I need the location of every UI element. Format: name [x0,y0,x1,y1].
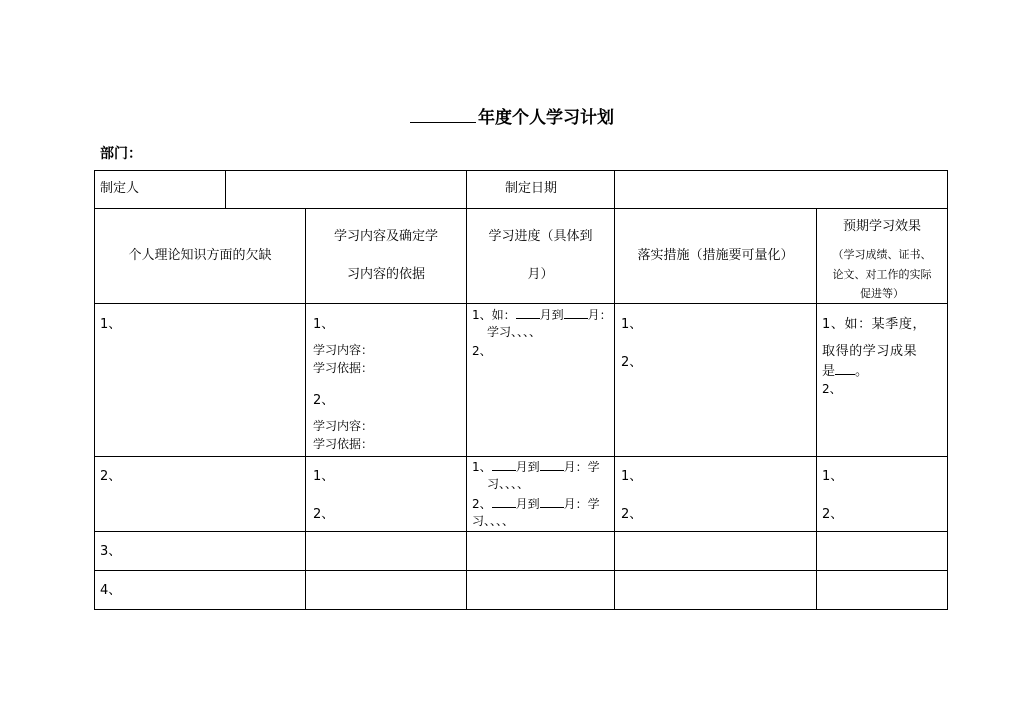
gap-item: 3、 [100,544,122,559]
progress-item: 1、 月到 月：学 [472,460,600,474]
content-item: 2、 [313,393,335,408]
content-item: 2、 [313,507,335,522]
row-divider [94,303,948,304]
col-divider [225,170,226,208]
header-progress-line1: 学习进度（具体到 [488,229,593,244]
content-detail: 学习内容： [313,343,374,357]
col-divider [614,170,615,610]
header-knowledge-gap: 个人理论知识方面的欠缺 [128,248,272,263]
header-measures: 落实措施（措施要可量化） [637,248,794,263]
header-effect-note: 论文、对工作的实际 [832,268,932,281]
progress-item: 2、 月到 月：学 [472,497,600,511]
table-border-bottom [94,609,948,610]
header-effect-title: 预期学习效果 [842,219,921,234]
progress-item: 1、如： 月到 月： [472,308,612,322]
effect-item: 1、如：某季度， [822,317,927,332]
header-effect-note: 促进等） [860,287,904,300]
measure-item: 1、 [621,469,643,484]
gap-item: 2、 [100,469,122,484]
gap-item: 4、 [100,583,122,598]
department-label: 部门： [100,146,142,162]
title-text: 年度个人学习计划 [478,108,614,128]
content-item: 1、 [313,317,335,332]
row-divider [94,570,948,571]
content-basis: 学习依据： [313,437,374,451]
progress-item-cont: 习、、、、 [472,514,515,528]
header-content-line2: 习内容的依据 [346,267,425,282]
measure-item: 2、 [621,507,643,522]
content-detail: 学习内容： [313,419,374,433]
effect-item: 2、 [822,382,842,396]
table-border-top [94,170,948,171]
creator-label: 制定人 [100,181,140,196]
row-divider [94,208,948,209]
content-basis: 学习依据： [313,361,374,375]
header-content-line1: 学习内容及确定学 [333,229,438,244]
row-divider [94,456,948,457]
row-divider [94,531,948,532]
effect-item-cont: 是 。 [822,364,869,379]
content-item: 1、 [313,469,335,484]
effect-item: 2、 [822,507,844,522]
header-effect-note: （学习成绩、证书、 [832,248,932,261]
measure-item: 2、 [621,355,643,370]
progress-item-cont: 习、、、、 [487,477,530,491]
progress-item-cont: 学习、、、、 [487,325,542,339]
gap-item: 1、 [100,317,122,332]
table-border-left [94,170,95,610]
effect-item: 1、 [822,469,844,484]
progress-item: 2、 [472,344,492,358]
table-border-right [947,170,948,610]
measure-item: 1、 [621,317,643,332]
date-label: 制定日期 [505,181,558,196]
header-progress-line2: 月） [527,267,554,282]
effect-item-cont: 取得的学习成果 [822,344,918,359]
